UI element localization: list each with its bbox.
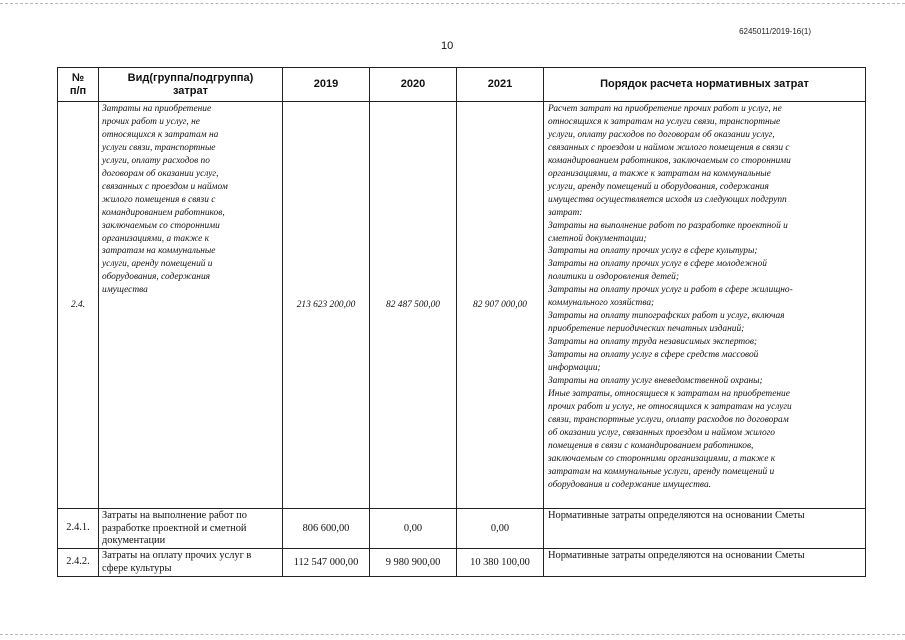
row-type: [99, 509, 283, 549]
method-line: об оказании услуг, связанных проездом и наймом жилого: [548, 427, 775, 438]
table-row-2-4: [58, 102, 866, 509]
method-line: Затраты на выполнение работ по разработке проектной и: [548, 220, 788, 231]
type-line: услуги, оплату расходов по: [102, 155, 210, 166]
type-line: разработке проектной и сметной: [102, 522, 247, 534]
value-2019: 213 623 200,00: [283, 102, 370, 509]
cost-table: [57, 67, 866, 577]
method-line: Затраты на оплату труда независимых экспертов;: [548, 337, 758, 348]
type-line: относящихся к затратам на: [102, 129, 219, 140]
value-2020: 9 980 900,00: [370, 549, 457, 577]
table-row-2-4-1: [58, 509, 866, 549]
value-2019: 806 600,00: [283, 509, 370, 549]
method-line: услуги, оплату расходов по договорам об оказании услуг,: [548, 129, 775, 140]
type-line: жилого помещения в связи с: [102, 194, 216, 205]
scan-edge-top: [0, 3, 905, 4]
type-line: документации: [102, 535, 166, 546]
method-line: приобретение периодических печатных изданий;: [548, 324, 745, 335]
header-2020: 2020: [370, 68, 457, 102]
row-method: Нормативные затраты определяются на основании Сметы: [544, 549, 866, 577]
method-line: информации;: [548, 363, 601, 374]
type-line: прочих работ и услуг, не: [102, 116, 200, 127]
method-line: организациями, а также к затратам на коммунальные: [548, 168, 771, 179]
type-line: заключаемым со сторонними: [102, 220, 220, 231]
document-id: 6245011/2019-16(1): [739, 27, 811, 36]
type-line: связанных с проездом и наймом: [102, 181, 228, 192]
method-line: оборудования и содержание имущества.: [548, 479, 711, 490]
row-type: [99, 102, 283, 509]
method-line: относящихся к затратам на услуги связи, транспортные: [548, 116, 781, 127]
method-line: Затраты на оплату типографских работ и услуг, включая: [548, 311, 785, 322]
method-line: связи, транспортные услуги, оплату расходов по договорам: [548, 414, 789, 425]
page-number: 10: [441, 40, 454, 52]
method-line: услуги, аренду помещений и оборудования, содержания: [548, 181, 769, 192]
method-line: Иные затраты, относящиеся к затратам на приобретение: [548, 388, 790, 399]
type-line: оборудования, содержания: [102, 272, 210, 283]
value-2019: 112 547 000,00: [283, 549, 370, 577]
header-type-line1: Вид(группа/подгруппа): [127, 71, 254, 84]
row-type: [99, 549, 283, 577]
method-line: Расчет затрат на приобретение прочих работ и услуг, не: [548, 104, 782, 114]
header-method: Порядок расчета нормативных затрат: [544, 68, 866, 102]
type-line: договорам об оказании услуг,: [102, 168, 219, 179]
method-line: Затраты на оплату услуг вневедомственной охраны;: [548, 376, 763, 387]
type-line: имущества: [102, 285, 148, 296]
header-type-line2: затрат: [172, 84, 209, 97]
row-method: [544, 102, 866, 509]
method-line: имущества осуществляется исходя из следующих подгрупп: [548, 194, 787, 205]
method-line: Затраты на оплату прочих услуг в сфере культуры;: [548, 246, 758, 257]
header-num-line1: №: [71, 71, 85, 84]
method-line: Затраты на оплату прочих услуг в сфере молодежной: [548, 259, 767, 270]
value-2020: 0,00: [370, 509, 457, 549]
method-line: помещения в связи с командированием работников,: [548, 440, 754, 451]
value-2020: 82 487 500,00: [370, 102, 457, 509]
value-2021: 0,00: [457, 509, 544, 549]
type-line: сфере культуры: [102, 562, 172, 574]
method-line: сметной документации;: [548, 233, 647, 244]
type-line: Затраты на приобретение: [102, 104, 212, 114]
header-row: [58, 68, 866, 102]
value-2021: 10 380 100,00: [457, 549, 544, 577]
row-num: 2.4.: [58, 102, 99, 509]
method-line: затратам на коммунальные услуги, аренду помещений и: [548, 466, 775, 477]
type-line: затратам на коммунальные: [102, 246, 216, 257]
scan-edge-bottom: [0, 634, 905, 635]
header-2021: 2021: [457, 68, 544, 102]
method-line: командированием работников, заключаемым со сторонними: [548, 155, 791, 166]
header-type: [99, 68, 283, 102]
header-2019: 2019: [283, 68, 370, 102]
table-row-2-4-2: [58, 549, 866, 577]
method-line: заключаемым со сторонними организациями, а также к: [548, 453, 776, 464]
value-2021: 82 907 000,00: [457, 102, 544, 509]
method-line: связанных с проездом и наймом жилого помещения в связи с: [548, 142, 790, 153]
method-line: прочих работ и услуг, не относящихся к затратам на услуги: [548, 401, 792, 412]
header-num-line2: п/п: [69, 84, 87, 97]
type-line: организациями, а также к: [102, 233, 209, 244]
method-line: Затраты на оплату прочих услуг и работ в сфере жилищно-: [548, 285, 793, 296]
type-line: услуги связи, транспортные: [102, 142, 216, 153]
row-method: Нормативные затраты определяются на основании Сметы: [544, 509, 866, 549]
type-line: Затраты на оплату прочих услуг в: [102, 550, 252, 561]
row-num: 2.4.1.: [58, 509, 99, 549]
method-line: затрат:: [548, 207, 583, 218]
method-line: Затраты на оплату услуг в сфере средств массовой: [548, 350, 759, 361]
header-num: [58, 68, 99, 102]
type-line: командированием работников,: [102, 207, 225, 218]
method-line: политики и оздоровления детей;: [548, 272, 679, 283]
type-line: услуги, аренду помещений и: [102, 259, 213, 270]
row-num: 2.4.2.: [58, 549, 99, 577]
type-line: Затраты на выполнение работ по: [102, 510, 247, 521]
method-line: коммунального хозяйства;: [548, 298, 655, 309]
